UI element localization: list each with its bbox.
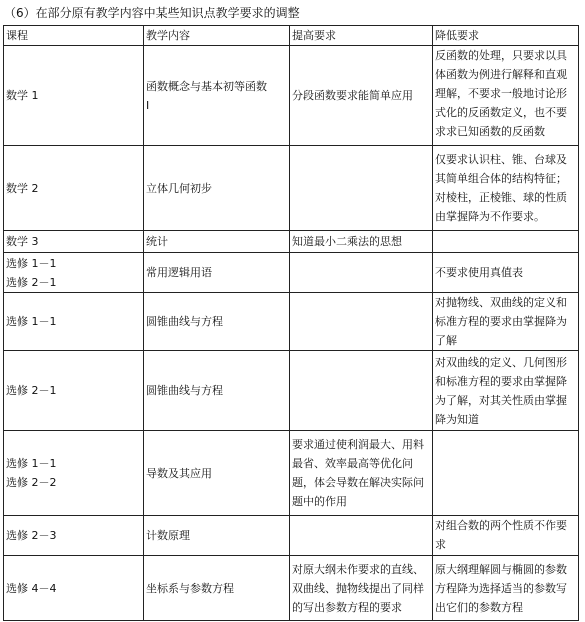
course-cell <box>4 556 144 621</box>
content-cell <box>144 46 290 146</box>
course-cell <box>4 231 144 253</box>
content-cell <box>144 351 290 431</box>
lower-requirement-cell: 仅要求认识柱、锥、台球及其简单组合体的结构特征；对棱柱，正棱锥、球的性质由掌握降为不作要求。 <box>433 146 579 231</box>
table-row <box>4 351 579 431</box>
content-cell-line: 函数概念与基本初等函数 <box>146 79 267 93</box>
lower-requirement-cell: 不要求使用真值表 <box>433 253 579 293</box>
lower-requirement-cell <box>433 231 579 253</box>
raise-requirement-cell: 分段函数要求能简单应用 <box>290 46 433 146</box>
header-raise: 提高要求 <box>290 26 433 46</box>
lower-requirement-cell <box>433 431 579 516</box>
table-row <box>4 146 579 231</box>
content-cell <box>144 146 290 231</box>
raise-requirement-cell <box>290 516 433 556</box>
raise-requirement-cell <box>290 253 433 293</box>
content-cell-line: 导数及其应用 <box>146 466 212 480</box>
content-cell-line: 圆锥曲线与方程 <box>146 384 223 397</box>
content-cell-line: 统计 <box>146 235 168 248</box>
course-cell <box>4 293 144 351</box>
lower-requirement-cell: 原大纲理解圆与椭圆的参数方程降为选择适当的参数写出它们的参数方程 <box>433 556 579 621</box>
requirement-adjustment-table <box>3 25 579 621</box>
course-cell-line: 选修 1－1 <box>6 457 57 470</box>
header-content: 教学内容 <box>144 26 290 46</box>
course-cell-line: 选修 1－1 <box>6 256 57 270</box>
lower-requirement-cell: 反函数的处理，只要求以具体函数为例进行解释和直观理解，不要求一般地讨论形式化的反函数定义，也不要求求已知函数的反函数 <box>433 46 579 146</box>
table-row <box>4 253 579 293</box>
course-cell-line: 选修 2－2 <box>6 476 57 489</box>
table-row <box>4 556 579 621</box>
raise-requirement-cell: 知道最小二乘法的思想 <box>290 231 433 253</box>
table-header-row <box>4 26 579 46</box>
course-cell-line: 数学 3 <box>6 235 39 248</box>
course-cell <box>4 351 144 431</box>
content-cell-line: 常用逻辑用语 <box>146 266 212 279</box>
raise-requirement-cell <box>290 293 433 351</box>
content-cell <box>144 516 290 556</box>
header-lower: 降低要求 <box>433 26 579 46</box>
course-cell <box>4 253 144 293</box>
course-cell-line: 选修 2－3 <box>6 529 57 542</box>
content-cell <box>144 431 290 516</box>
content-cell-line: 圆锥曲线与方程 <box>146 315 223 328</box>
course-cell-line: 数学 2 <box>6 181 39 195</box>
table-row <box>4 231 579 253</box>
content-cell <box>144 253 290 293</box>
table-row <box>4 46 579 146</box>
content-cell <box>144 556 290 621</box>
raise-requirement-cell: 对原大纲未作要求的直线、双曲线、抛物线提出了同样的写出参数方程的要求 <box>290 556 433 621</box>
content-cell-line: 坐标系与参数方程 <box>146 581 234 595</box>
raise-requirement-cell <box>290 351 433 431</box>
course-cell-line: 选修 2－1 <box>6 384 57 397</box>
course-cell-line: 选修 4－4 <box>6 581 57 595</box>
table-row <box>4 431 579 516</box>
lower-requirement-cell: 对双曲线的定义、几何图形和标准方程的要求由掌握降为了解，对其关性质由掌握降为知道 <box>433 351 579 431</box>
course-cell <box>4 146 144 231</box>
content-cell-line: 计数原理 <box>146 529 190 542</box>
course-cell <box>4 516 144 556</box>
header-course: 课程 <box>4 26 144 46</box>
content-cell-line: Ⅰ <box>146 98 150 112</box>
table-row <box>4 516 579 556</box>
table-row <box>4 293 579 351</box>
content-cell <box>144 293 290 351</box>
course-cell-line: 选修 1－1 <box>6 315 57 328</box>
course-cell-line: 数学 1 <box>6 89 39 102</box>
course-cell-line: 选修 2－1 <box>6 275 57 289</box>
section-heading: （6）在部分原有教学内容中某些知识点教学要求的调整 <box>4 6 300 20</box>
lower-requirement-cell: 对组合数的两个性质不作要求 <box>433 516 579 556</box>
raise-requirement-cell <box>290 146 433 231</box>
content-cell <box>144 231 290 253</box>
course-cell <box>4 431 144 516</box>
lower-requirement-cell: 对抛物线、双曲线的定义和标准方程的要求由掌握降为了解 <box>433 293 579 351</box>
raise-requirement-cell: 要求通过使利润最大、用料最省、效率最高等优化问题，体会导数在解决实际问题中的作用 <box>290 431 433 516</box>
course-cell <box>4 46 144 146</box>
content-cell-line: 立体几何初步 <box>146 181 212 195</box>
